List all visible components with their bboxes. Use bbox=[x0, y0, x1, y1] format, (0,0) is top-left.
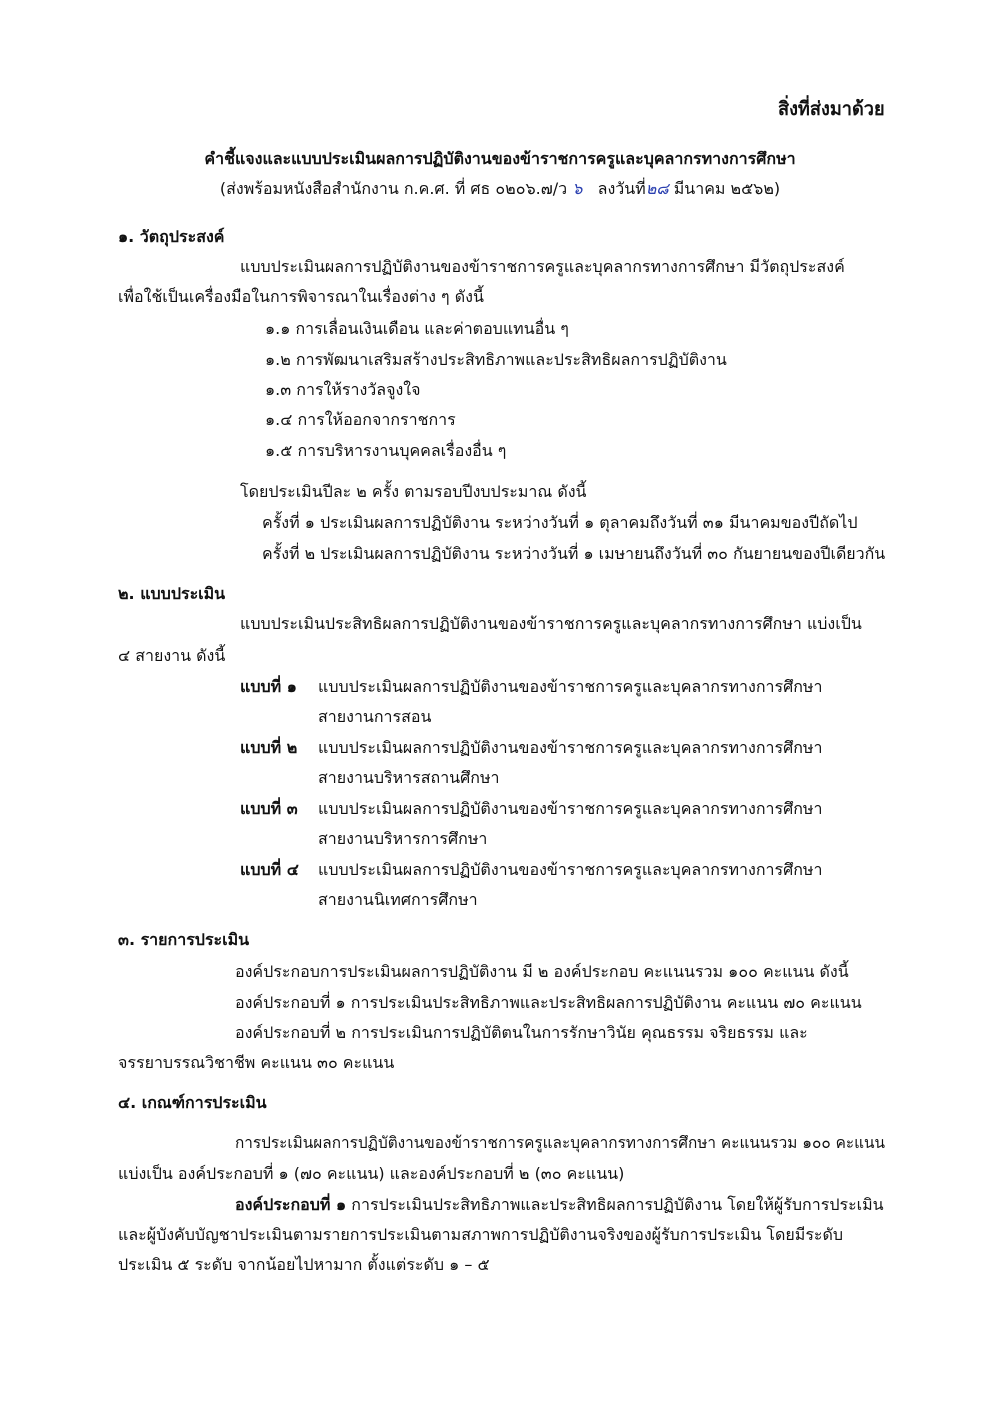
document-subtitle bbox=[0, 178, 1000, 200]
section1-heading: ๑. วัตถุประสงค์ bbox=[118, 227, 225, 246]
section4-para2-line1: การประเมินประสิทธิภาพและประสิทธิผลการปฏิบัติงาน โดยให้ผู้รับการประเมิน bbox=[351, 1195, 884, 1214]
section3-heading: ๓. รายการประเมิน bbox=[118, 930, 250, 949]
form-line: สายงานบริหารสถานศึกษา bbox=[318, 768, 500, 787]
form-line: สายงานการสอน bbox=[318, 707, 432, 726]
section2-intro-line1: แบบประเมินประสิทธิผลการปฏิบัติงานของข้าราชการครูและบุคลากรทางการศึกษา แบ่งเป็น bbox=[240, 614, 862, 633]
form-label: แบบที่ ๔ bbox=[240, 860, 299, 879]
form-label: แบบที่ ๑ bbox=[240, 677, 297, 696]
form-label: แบบที่ ๓ bbox=[240, 799, 298, 818]
document-title: คำชี้แจงและแบบประเมินผลการปฏิบัติงานของข้าราชการครูและบุคลากรทางการศึกษา bbox=[204, 149, 796, 168]
attachment-label: สิ่งที่ส่งมาด้วย bbox=[778, 98, 885, 120]
form-line: สายงานบริหารการศึกษา bbox=[318, 829, 488, 848]
section2-heading: ๒. แบบประเมิน bbox=[118, 584, 226, 603]
section2-intro-line2: ๔ สายงาน ดังนี้ bbox=[118, 646, 226, 665]
section3-line3: องค์ประกอบที่ ๒ การประเมินการปฏิบัติตนในการรักษาวินัย คุณธรรม จริยธรรม และ bbox=[235, 1023, 808, 1042]
section4-heading: ๔. เกณฑ์การประเมิน bbox=[118, 1093, 267, 1112]
form-desc: แบบประเมินผลการปฏิบัติงานของข้าราชการครูและบุคลากรทางการศึกษา bbox=[318, 860, 823, 879]
section1-intro-line1: แบบประเมินผลการปฏิบัติงานของข้าราชการครูและบุคลากรทางการศึกษา มีวัตถุประสงค์ bbox=[240, 257, 845, 276]
section3-line1: องค์ประกอบการประเมินผลการปฏิบัติงาน มี ๒ องค์ประกอบ คะแนนรวม ๑๐๐ คะแนน ดังนี้ bbox=[235, 962, 849, 981]
subtitle-month-year: มีนาคม ๒๕๖๒) bbox=[673, 179, 781, 198]
form-desc: แบบประเมินผลการปฏิบัติงานของข้าราชการครูและบุคลากรทางการศึกษา bbox=[318, 799, 823, 818]
schedule-round1: ครั้งที่ ๑ ประเมินผลการปฏิบัติงาน ระหว่างวันที่ ๑ ตุลาคมถึงวันที่ ๓๑ มีนาคมของปีถัดไป bbox=[262, 513, 858, 532]
section4-para2-line2: และผู้บังคับบัญชาประเมินตามรายการประเมินตามสภาพการปฏิบัติงานจริงของผู้รับการประเมิน โดยมีระดับ bbox=[118, 1225, 844, 1244]
schedule-intro: โดยประเมินปีละ ๒ ครั้ง ตามรอบปีงบประมาณ ดังนี้ bbox=[240, 482, 587, 501]
schedule-round2: ครั้งที่ ๒ ประเมินผลการปฏิบัติงาน ระหว่างวันที่ ๑ เมษายนถึงวันที่ ๓๐ กันยายนของปีเดียวกัน bbox=[262, 544, 886, 563]
section1-item: ๑.๕ การบริหารงานบุคคลเรื่องอื่น ๆ bbox=[265, 441, 507, 460]
component1-label: องค์ประกอบที่ ๑ bbox=[235, 1195, 347, 1214]
section1-item: ๑.๓ การให้รางวัลจูงใจ bbox=[265, 380, 421, 399]
form-line: สายงานนิเทศการศึกษา bbox=[318, 890, 478, 909]
section4-para2-line3: ประเมิน ๕ ระดับ จากน้อยไปหามาก ตั้งแต่ระดับ ๑ – ๕ bbox=[118, 1255, 490, 1274]
form-desc: แบบประเมินผลการปฏิบัติงานของข้าราชการครูและบุคลากรทางการศึกษา bbox=[318, 677, 823, 696]
section4-para1-line1: การประเมินผลการปฏิบัติงานของข้าราชการครูและบุคลากรทางการศึกษา คะแนนรวม ๑๐๐ คะแนน bbox=[235, 1133, 886, 1152]
handwritten-day: ๒๘ bbox=[645, 179, 669, 198]
section1-intro-line2: เพื่อใช้เป็นเครื่องมือในการพิจารณาในเรื่องต่าง ๆ ดังนี้ bbox=[118, 287, 484, 306]
section4-para2-first-line bbox=[235, 1194, 884, 1216]
section4-para1-line2: แบ่งเป็น องค์ประกอบที่ ๑ (๗๐ คะแนน) และองค์ประกอบที่ ๒ (๓๐ คะแนน) bbox=[118, 1164, 625, 1183]
section1-item: ๑.๒ การพัฒนาเสริมสร้างประสิทธิภาพและประสิทธิผลการปฏิบัติงาน bbox=[265, 350, 727, 369]
form-desc: แบบประเมินผลการปฏิบัติงานของข้าราชการครูและบุคลากรทางการศึกษา bbox=[318, 738, 823, 757]
form-label: แบบที่ ๒ bbox=[240, 738, 298, 757]
section1-item: ๑.๑ การเลื่อนเงินเดือน และค่าตอบแทนอื่น ๆ bbox=[265, 319, 569, 338]
section3-line2: องค์ประกอบที่ ๑ การประเมินประสิทธิภาพและประสิทธิผลการปฏิบัติงาน คะแนน ๗๐ คะแนน bbox=[235, 993, 862, 1012]
handwritten-number: ๖ bbox=[572, 179, 583, 198]
subtitle-date-prefix: ลงวันที่ bbox=[597, 179, 646, 198]
section3-line4: จรรยาบรรณวิชาชีพ คะแนน ๓๐ คะแนน bbox=[118, 1053, 395, 1072]
subtitle-prefix: (ส่งพร้อมหนังสือสำนักงาน ก.ค.ศ. ที่ ศธ ๐๒๐๖.๗/ว bbox=[219, 179, 568, 198]
section1-item: ๑.๔ การให้ออกจากราชการ bbox=[265, 410, 456, 429]
